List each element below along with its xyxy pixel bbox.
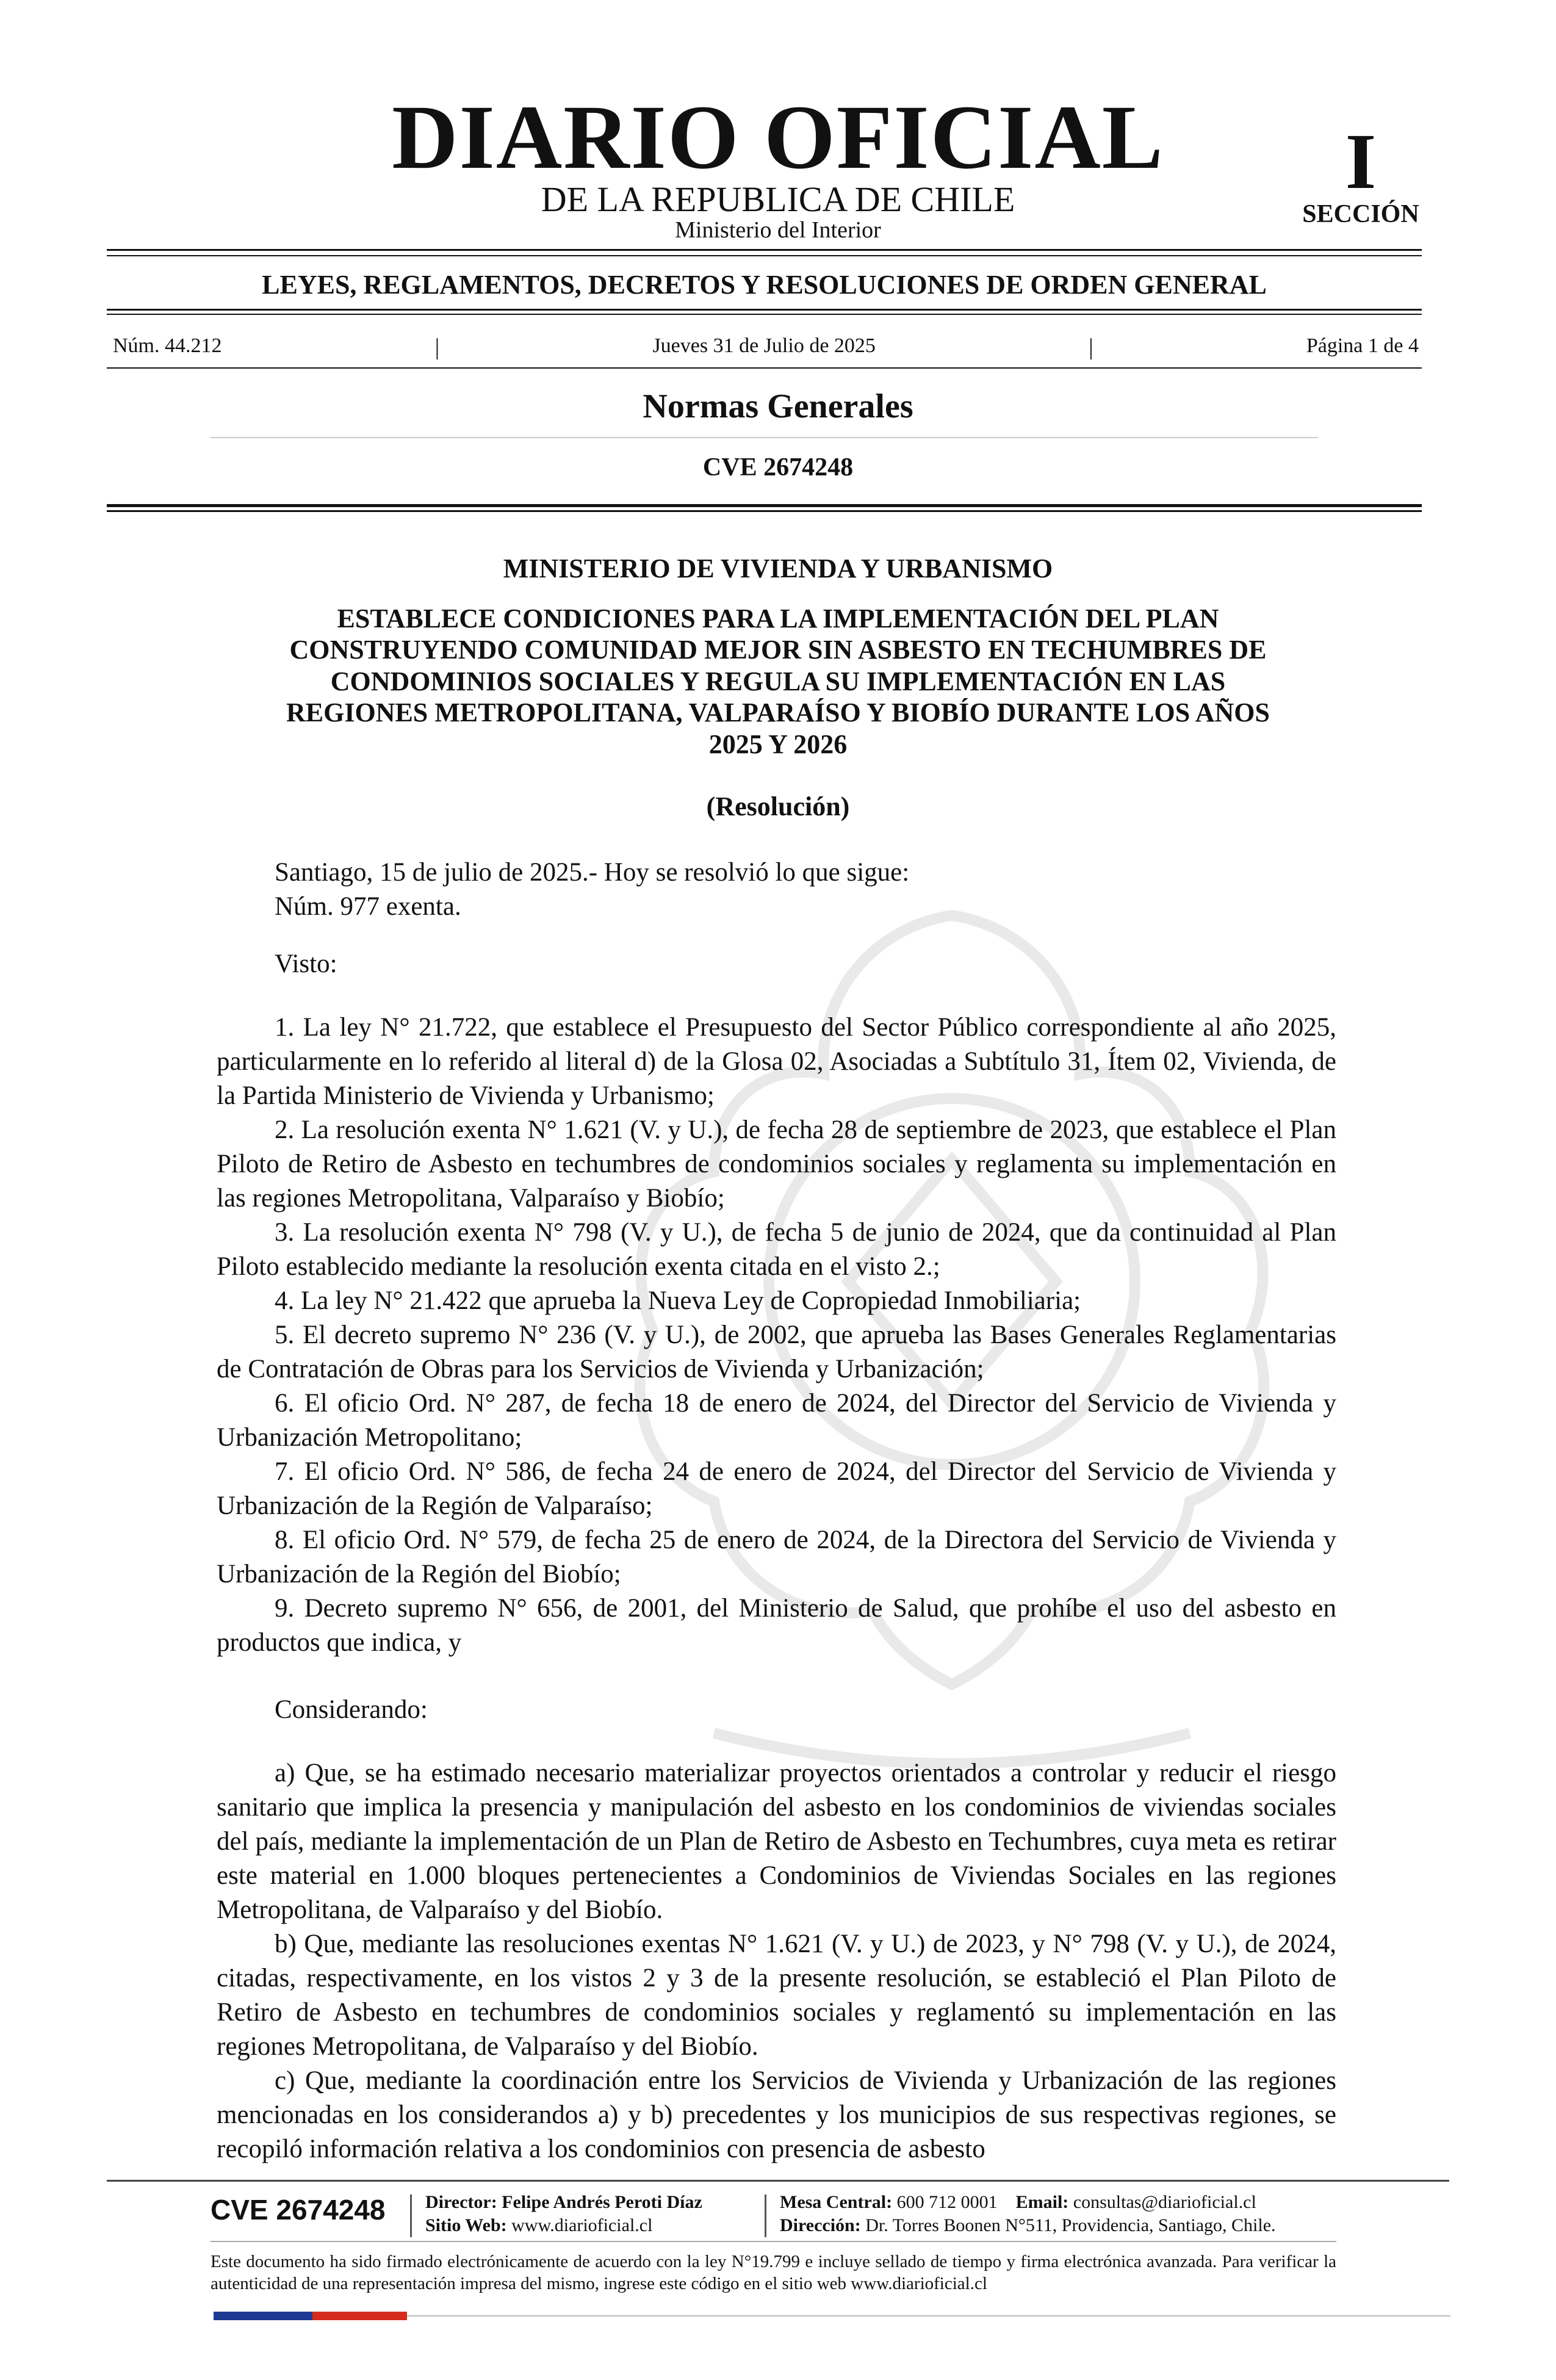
header-rule-thick [107, 504, 1422, 507]
considerando-list [217, 1756, 1336, 2166]
visto-item: 6. El oficio Ord. N° 287, de fecha 18 de enero de 2024, del Director del Servicio de Vivienda y Urbanización Metropolitano; [217, 1389, 1336, 1452]
newspaper-subtitle: DE LA REPUBLICA DE CHILE [541, 179, 1015, 219]
footer-divider [410, 2194, 412, 2237]
website-label: Sitio Web: [425, 2215, 507, 2235]
info-rule [107, 367, 1422, 369]
resolution-type: (Resolución) [706, 792, 850, 821]
place-date: Santiago, 15 de julio de 2025.- Hoy se resolvió lo que sigue: [275, 858, 910, 887]
ministry-subtitle: Ministerio del Interior [675, 217, 881, 243]
resolution-title [183, 603, 1373, 760]
separator: | [434, 334, 440, 360]
page-indicator: Página 1 de 4 [1306, 334, 1419, 357]
resolution-number: Núm. 977 exenta. [275, 892, 461, 921]
flag-stripe-red [312, 2312, 407, 2320]
considerando-item: b) Que, mediante las resoluciones exentas N° 1.621 (V. y U.) de 2023, y N° 798 (V. y U.), de 2024, citadas, respectivamente, en los vistos 2 y 3 de la presente resolución, se estableció el Plan Piloto de Retiro de Asbesto en techumbres de condominios sociales y reglamentó su implementación en las regiones Metropolitana, de Valparaíso y del Biobío. [217, 1930, 1336, 2061]
resolution-title-line: ESTABLECE CONDICIONES PARA LA IMPLEMENTACIÓN DEL PLAN [337, 604, 1219, 633]
issue-date: Jueves 31 de Julio de 2025 [652, 334, 876, 357]
visto-item: 1. La ley N° 21.722, que establece el Presupuesto del Sector Público correspondiente al año 2025, particularmente en lo referido al literal d) de la Glosa 02, Asociadas a Subtítulo 31, Ítem 02, Vivienda, de la Partida Ministerio de Vivienda y Urbanismo; [217, 1013, 1336, 1110]
banner-rule [107, 309, 1422, 311]
ministry-heading: MINISTERIO DE VIVIENDA Y URBANISMO [503, 554, 1053, 583]
section-numeral: I [1345, 118, 1377, 206]
signature-disclaimer: Este documento ha sido firmado electrónicamente de acuerdo con la ley N°19.799 e incluye sellado de tiempo y firma electrónica avanzada. Para verificar la autenticidad de una representación impresa del mismo, ingrese este código en el sitio web www.diarioficial.cl [211, 2252, 1336, 2293]
footer-cve-code: CVE 2674248 [211, 2194, 386, 2226]
visto-item: 8. El oficio Ord. N° 579, de fecha 25 de enero de 2024, de la Directora del Servicio de Vivienda y Urbanización de la Región del Biobío; [217, 1526, 1336, 1588]
visto-item: 3. La resolución exenta N° 798 (V. y U.), de fecha 5 de junio de 2024, que da continuidad al Plan Piloto establecido mediante la resolución exenta citada en el visto 2.; [217, 1218, 1336, 1281]
email-label: Email: [1015, 2192, 1069, 2212]
banner-rule-2 [107, 314, 1422, 315]
resolution-title-line: CONSTRUYENDO COMUNIDAD MEJOR SIN ASBESTO EN TECHUMBRES DE [289, 635, 1267, 665]
director-name: Felipe Andrés Peroti Díaz [502, 2192, 702, 2212]
email-link[interactable]: consultas@diarioficial.cl [1073, 2192, 1256, 2212]
footer-contact-block [780, 2191, 1353, 2237]
visto-item: 2. La resolución exenta N° 1.621 (V. y U.), de fecha 28 de septiembre de 2023, que establece el Plan Piloto de Retiro de Asbesto en techumbres de condominios sociales y reglamenta su implementación en las regiones Metropolitana, Valparaíso y Biobío; [217, 1116, 1336, 1213]
considerando-item: a) Que, se ha estimado necesario materializar proyectos orientados a controlar y reducir el riesgo sanitario que implica la presencia y manipulación del asbesto en los condominios de viviendas sociales del país, mediante la implementación de un Plan de Retiro de Asbesto en Techumbres, cuya meta es retirar este material en 1.000 bloques pertenecientes a Condominios de Viviendas Sociales en las regiones Metropolitana, de Valparaíso y del Biobío. [217, 1759, 1336, 1924]
newspaper-title: DIARIO OFICIAL [392, 87, 1164, 188]
address-label: Dirección: [780, 2215, 861, 2235]
separator: | [1089, 334, 1093, 360]
visto-item: 5. El decreto supremo N° 236 (V. y U.), de 2002, que aprueba las Bases Generales Reglamentarias de Contratación de Obras para los Servicios de Vivienda y Urbanización; [217, 1321, 1336, 1383]
mesa-phone: 600 712 0001 [896, 2192, 998, 2212]
cve-code: CVE 2674248 [702, 453, 854, 481]
visto-item: 9. Decreto supremo N° 656, de 2001, del Ministerio de Salud, que prohíbe el uso del asbesto en productos que indica, y [217, 1594, 1336, 1657]
issue-info-row [113, 336, 1419, 359]
masthead-rule-top-2 [107, 255, 1422, 256]
visto-item: 7. El oficio Ord. N° 586, de fecha 24 de enero de 2024, del Director del Servicio de Vivienda y Urbanización de la Región de Valparaíso; [217, 1457, 1336, 1520]
category-banner: LEYES, REGLAMENTOS, DECRETOS Y RESOLUCIONES DE ORDEN GENERAL [262, 270, 1267, 300]
issue-number: Núm. 44.212 [113, 334, 222, 357]
footer-rule [107, 2180, 1449, 2182]
resolution-title-line: REGIONES METROPOLITANA, VALPARAÍSO Y BIOBÍO DURANTE LOS AÑOS [286, 698, 1270, 728]
section-divider [211, 437, 1318, 438]
flag-stripe-line [407, 2315, 1450, 2317]
website-link[interactable]: www.diarioficial.cl [511, 2215, 653, 2235]
masthead-rule-top [107, 249, 1422, 251]
considerando-label: Considerando: [275, 1695, 428, 1724]
mesa-label: Mesa Central: [780, 2192, 893, 2212]
visto-item: 4. La ley N° 21.422 que aprueba la Nueva Ley de Copropiedad Inmobiliaria; [275, 1286, 1081, 1315]
section-title: Normas Generales [643, 388, 913, 425]
address-value: Dr. Torres Boonen N°511, Providencia, Santiago, Chile. [865, 2215, 1276, 2235]
resolution-title-line: CONDOMINIOS SOCIALES Y REGULA SU IMPLEMENTACIÓN EN LAS [330, 666, 1226, 696]
considerando-item: c) Que, mediante la coordinación entre los Servicios de Vivienda y Urbanización de las regiones mencionadas en los considerandos a) y b) precedentes y los municipios de sus respectivas regiones, se recopiló información relativa a los condominios con presencia de asbesto [217, 2066, 1336, 2163]
director-label: Director: [425, 2192, 497, 2212]
resolution-title-line: 2025 Y 2026 [708, 729, 848, 759]
visto-label: Visto: [275, 950, 337, 978]
preamble [217, 856, 1336, 924]
flag-stripe-blue [214, 2312, 312, 2320]
header-rule-thin [107, 510, 1422, 512]
section-label: SECCIÓN [1302, 200, 1419, 228]
footer-fine-rule [211, 2241, 1336, 2242]
footer-divider [765, 2194, 766, 2237]
footer-director-block [425, 2191, 767, 2237]
visto-list [217, 1011, 1336, 1660]
